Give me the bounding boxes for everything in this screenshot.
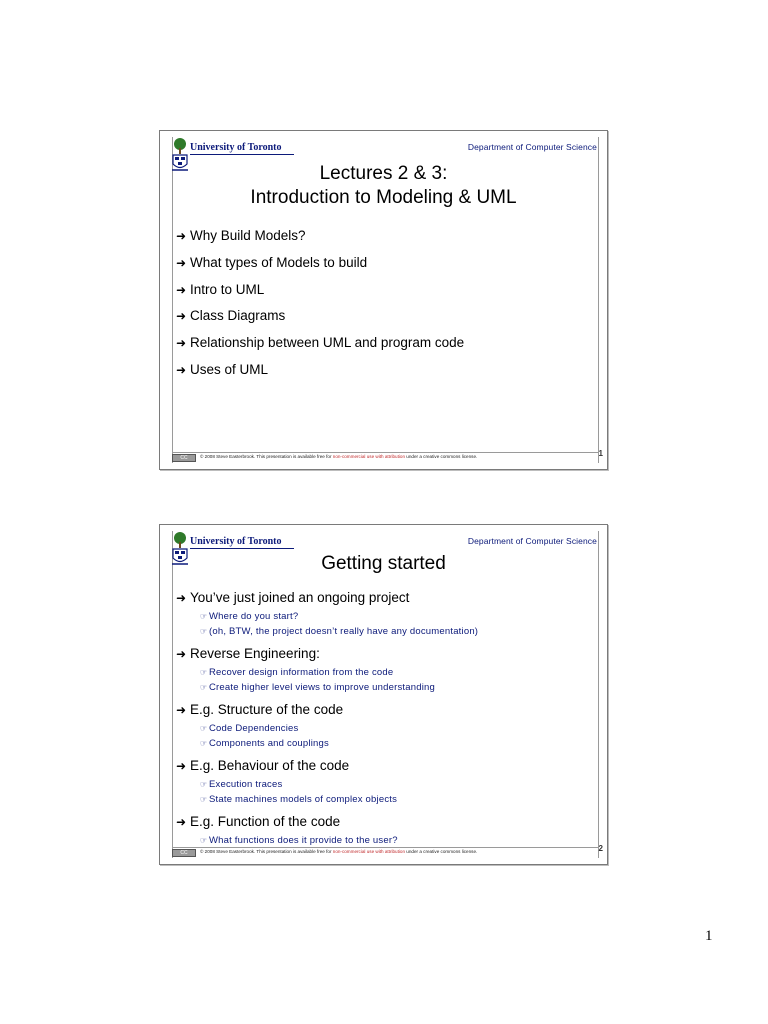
slide-1	[159, 130, 608, 470]
university-name: University of Toronto	[190, 536, 282, 547]
arrow-right-icon: ➜	[176, 591, 187, 605]
bullet-item: ➜ Intro to UML	[176, 282, 265, 297]
bullet-item: ➜ Class Diagrams	[176, 308, 286, 323]
bullet-item: ➜ What types of Models to build	[176, 255, 368, 270]
pointing-hand-icon: ☞	[200, 795, 208, 804]
pointing-hand-icon: ☞	[200, 724, 208, 733]
slide-number: 2	[598, 844, 603, 853]
university-name: University of Toronto	[190, 142, 282, 153]
slide-title: Getting started	[321, 553, 446, 574]
sub-bullet-item: ☞ Components and couplings	[200, 738, 329, 749]
bullet-item: ➜ Uses of UML	[176, 362, 269, 377]
bullet-item: ➜ You’ve just joined an ongoing project	[176, 590, 410, 605]
sub-bullet-item: ☞ Where do you start?	[200, 611, 299, 622]
slide-frame	[172, 137, 599, 463]
arrow-right-icon: ➜	[176, 815, 187, 829]
bullet-item: ➜ E.g. Structure of the code	[176, 702, 344, 717]
arrow-right-icon: ➜	[176, 336, 187, 350]
slide-footer	[172, 844, 603, 858]
slide-footer	[172, 449, 603, 463]
copyright-notice: © 2008 Steve Easterbrook. This presentation is available free for non-commercial use with attribution under a creative commons license.	[200, 849, 478, 854]
slide-number: 1	[598, 449, 603, 458]
arrow-right-icon: ➜	[176, 283, 187, 297]
sub-bullet-item: ☞ Code Dependencies	[200, 723, 299, 734]
pointing-hand-icon: ☞	[200, 627, 208, 636]
arrow-right-icon: ➜	[176, 703, 187, 717]
arrow-right-icon: ➜	[176, 363, 187, 377]
bullet-item: ➜ Reverse Engineering:	[176, 646, 320, 661]
slide-title-line-1: Lectures 2 & 3:	[319, 163, 448, 184]
slide-frame	[172, 531, 599, 858]
sub-bullet-item: ☞ Create higher level views to improve understanding	[200, 682, 435, 693]
pointing-hand-icon: ☞	[200, 612, 208, 621]
bullet-item: ➜ Relationship between UML and program code	[176, 335, 465, 350]
sub-bullet-item: ☞ Execution traces	[200, 779, 283, 790]
pointing-hand-icon: ☞	[200, 668, 208, 677]
sub-bullet-item: ☞ (oh, BTW, the project doesn’t really have any documentation)	[200, 626, 479, 637]
arrow-right-icon: ➜	[176, 309, 187, 323]
sub-bullet-item: ☞ Recover design information from the code	[200, 667, 394, 678]
slide-title-line-2: Introduction to Modeling & UML	[250, 187, 517, 208]
pointing-hand-icon: ☞	[200, 836, 208, 845]
sub-bullet-item: ☞ What functions does it provide to the user?	[200, 835, 398, 846]
bullet-item: ➜ Why Build Models?	[176, 228, 306, 243]
bullet-item: ➜ E.g. Function of the code	[176, 814, 341, 829]
copyright-notice: © 2008 Steve Easterbrook. This presentation is available free for non-commercial use with attribution under a creative commons license.	[200, 454, 478, 459]
creative-commons-icon: CC	[172, 849, 196, 857]
arrow-right-icon: ➜	[176, 647, 187, 661]
arrow-right-icon: ➜	[176, 229, 187, 243]
creative-commons-icon: CC	[172, 454, 196, 462]
university-underline	[190, 154, 294, 155]
bullet-item: ➜ E.g. Behaviour of the code	[176, 758, 350, 773]
pointing-hand-icon: ☞	[200, 739, 208, 748]
arrow-right-icon: ➜	[176, 256, 187, 270]
department-name: Department of Computer Science	[467, 142, 597, 152]
university-underline	[190, 548, 294, 549]
pointing-hand-icon: ☞	[200, 780, 208, 789]
sub-bullet-item: ☞ State machines models of complex objects	[200, 794, 398, 805]
arrow-right-icon: ➜	[176, 759, 187, 773]
department-name: Department of Computer Science	[467, 536, 597, 546]
slide-2	[159, 524, 608, 865]
page-number: 1	[705, 928, 713, 944]
pointing-hand-icon: ☞	[200, 683, 208, 692]
